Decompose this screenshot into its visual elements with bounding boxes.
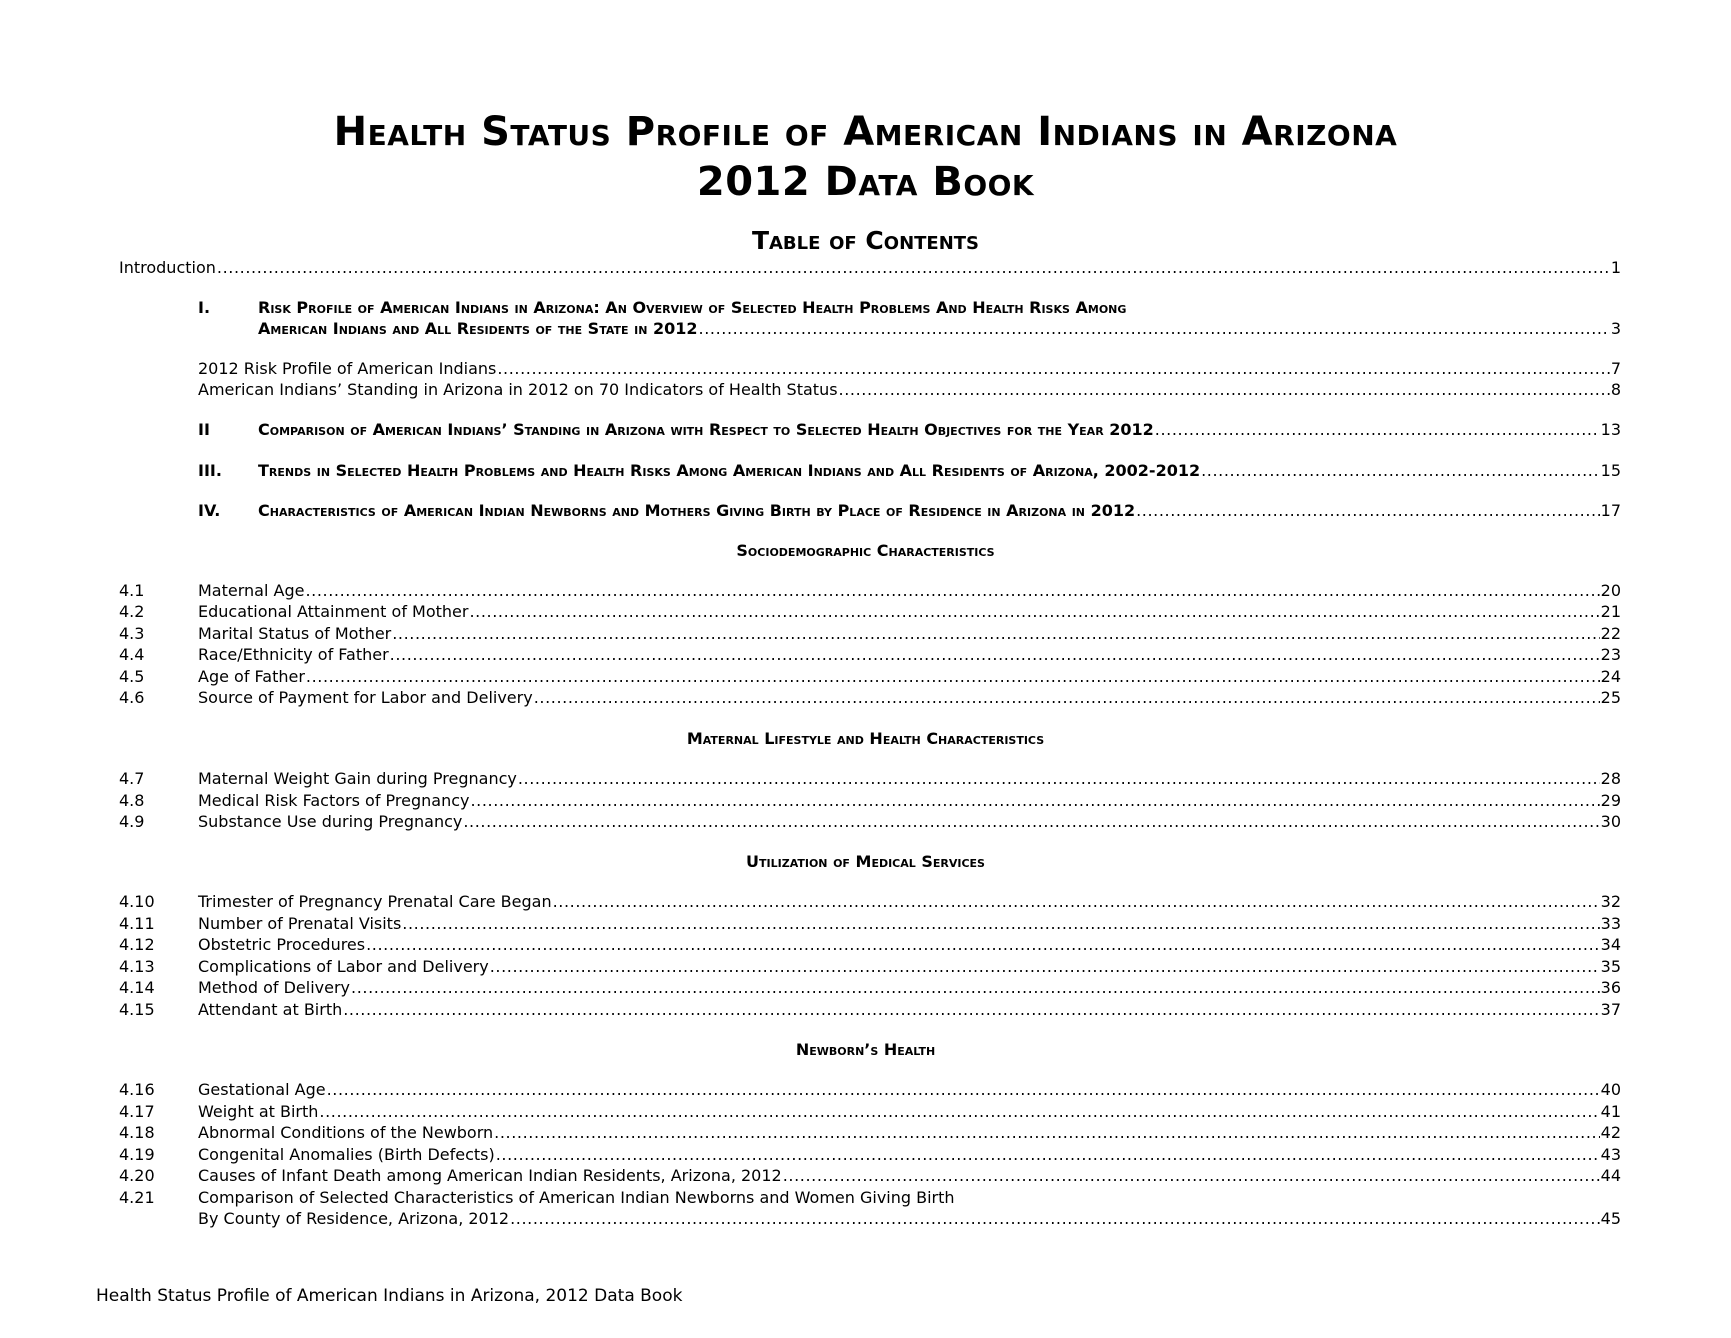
toc-entry-label: Weight at Birth [198,1102,319,1121]
toc-entry-label: American Indians and All Residents of the State in 2012 [258,319,698,338]
toc-entry-label: Obstetric Procedures [198,935,366,954]
dot-leader [463,811,1599,832]
toc-entry-label: Complications of Labor and Delivery [198,957,489,976]
toc-entry-label: Substance Use during Pregnancy [198,812,463,831]
toc-page-number: 41 [1600,1102,1621,1121]
toc-page-number: 30 [1600,812,1621,831]
toc-page-number: 13 [1600,420,1621,439]
toc-entry[interactable] [198,1208,1621,1229]
toc-page-number: 21 [1600,602,1621,621]
dot-leader [217,257,1610,278]
toc-page-number: 15 [1600,461,1621,480]
toc-page-number: 40 [1600,1080,1621,1099]
item-number: 4.1 [119,581,145,600]
toc-entry-label: Race/Ethnicity of Father [198,645,389,664]
item-number: 4.16 [119,1080,155,1099]
subsection-heading: Utilization of Medical Services [746,852,985,871]
item-number: 4.6 [119,688,145,707]
item-number: 4.17 [119,1102,155,1121]
toc-page-number: 32 [1600,892,1621,911]
item-number: 4.18 [119,1123,155,1142]
subsection-heading: Maternal Lifestyle and Health Characteristics [686,729,1045,748]
toc-entry-risk-profile[interactable] [198,358,1621,379]
dot-leader [305,580,1599,601]
toc-entry-introduction[interactable] [119,257,1621,278]
dot-leader [319,1101,1599,1122]
toc-entry-label: American Indians’ Standing in Arizona in 2012 on 70 Indicators of Health Status [198,380,838,399]
document-title: Health Status Profile of American Indians in Arizona [333,109,1398,155]
section-number: II [198,420,210,439]
toc-entry-section-4[interactable] [258,500,1621,521]
section-number: I. [198,298,211,317]
item-number: 4.19 [119,1145,155,1164]
toc-entry[interactable] [198,601,1621,622]
section-number: III. [198,461,222,480]
item-number: 4.20 [119,1166,155,1185]
item-number: 4.8 [119,791,145,810]
toc-page-number: 36 [1600,978,1621,997]
document-subtitle: 2012 Data Book [696,159,1035,205]
dot-leader [494,1122,1599,1143]
toc-entry-label: Source of Payment for Labor and Delivery [198,688,533,707]
toc-page-number: 8 [1610,380,1621,399]
toc-entry[interactable] [198,666,1621,687]
section-title-line: Risk Profile of American Indians in Arizona: An Overview of Selected Health Problems And Health Risks Among [258,298,1127,317]
dot-leader [402,913,1599,934]
toc-entry-label: Causes of Infant Death among American Indian Residents, Arizona, 2012 [198,1166,782,1185]
toc-entry[interactable] [198,1101,1621,1122]
subsection-heading: Sociodemographic Characteristics [736,541,995,560]
toc-entry[interactable] [198,913,1621,934]
dot-leader [1136,500,1600,521]
toc-entry[interactable] [198,644,1621,665]
dot-leader [497,358,1609,379]
toc-entry[interactable] [198,1144,1621,1165]
item-number: 4.15 [119,1000,155,1019]
toc-entry-label: Age of Father [198,667,305,686]
toc-entry[interactable] [198,768,1621,789]
toc-entry-label: Method of Delivery [198,978,351,997]
toc-entry[interactable] [198,790,1621,811]
item-number: 4.4 [119,645,145,664]
toc-entry[interactable] [198,687,1621,708]
toc-page-number: 17 [1600,501,1621,520]
toc-entry-label: Introduction [119,258,216,277]
toc-entry[interactable] [198,956,1621,977]
item-number: 4.5 [119,667,145,686]
toc-entry[interactable] [198,977,1621,998]
toc-entry[interactable] [198,580,1621,601]
dot-leader [490,956,1600,977]
toc-page-number: 45 [1600,1209,1621,1228]
dot-leader [534,687,1600,708]
item-number: 4.11 [119,914,155,933]
toc-entry-label: Gestational Age [198,1080,326,1099]
toc-page-number: 33 [1600,914,1621,933]
toc-entry-label: Attendant at Birth [198,1000,343,1019]
toc-entry-label: Comparison of American Indians’ Standing in Arizona with Respect to Selected Health Objectives for the Year 2012 [258,420,1154,439]
dot-leader [306,666,1600,687]
toc-page-number: 34 [1600,935,1621,954]
toc-entry-section-1[interactable] [258,318,1621,339]
item-number: 4.14 [119,978,155,997]
toc-page-number: 3 [1610,319,1621,338]
dot-leader [390,644,1600,665]
toc-entry-section-2[interactable] [258,419,1621,440]
toc-page-number: 23 [1600,645,1621,664]
toc-heading: Table of Contents [751,226,980,255]
toc-entry[interactable] [198,1122,1621,1143]
page-footer: Health Status Profile of American Indians in Arizona, 2012 Data Book [96,1286,683,1306]
item-number: 4.21 [119,1188,155,1207]
toc-page-number: 29 [1600,791,1621,810]
toc-entry[interactable] [198,999,1621,1020]
dot-leader [343,999,1599,1020]
item-number: 4.2 [119,602,145,621]
toc-entry-label: Characteristics of American Indian Newborns and Mothers Giving Birth by Place of Residence in Arizona in 2012 [258,501,1136,520]
toc-entry[interactable] [198,623,1621,644]
toc-entry-label: Abnormal Conditions of the Newborn [198,1123,494,1142]
toc-entry-label: By County of Residence, Arizona, 2012 [198,1209,510,1228]
toc-page-number: 1 [1610,258,1621,277]
dot-leader [351,977,1600,998]
item-number: 4.3 [119,624,145,643]
toc-entry-label: Trends in Selected Health Problems and Health Risks Among American Indians and All Residents of Arizona, 2002-2012 [258,461,1201,480]
item-number: 4.13 [119,957,155,976]
dot-leader [553,891,1600,912]
toc-entry-standing[interactable] [198,379,1621,400]
item-number: 4.9 [119,812,145,831]
dot-leader [469,601,1599,622]
toc-entry-label: Maternal Weight Gain during Pregnancy [198,769,517,788]
toc-entry-label: 2012 Risk Profile of American Indians [198,359,497,378]
dot-leader [699,318,1610,339]
section-number: IV. [198,501,221,520]
toc-entry-label: Congenital Anomalies (Birth Defects) [198,1145,495,1164]
dot-leader [839,379,1610,400]
toc-page-number: 28 [1600,769,1621,788]
toc-page-number: 22 [1600,624,1621,643]
toc-entry[interactable] [198,934,1621,955]
toc-entry-label: Number of Prenatal Visits [198,914,402,933]
toc-entry[interactable] [198,1079,1621,1100]
toc-page-number: 44 [1600,1166,1621,1185]
toc-entry-label: Maternal Age [198,581,305,600]
toc-page-number: 43 [1600,1145,1621,1164]
item-number: 4.12 [119,935,155,954]
item-number: 4.7 [119,769,145,788]
dot-leader [1155,419,1600,440]
toc-page-number: 35 [1600,957,1621,976]
toc-entry-label: Trimester of Pregnancy Prenatal Care Began [198,892,552,911]
toc-page-number: 42 [1600,1123,1621,1142]
dot-leader [470,790,1599,811]
toc-entry-section-3[interactable] [258,460,1621,481]
toc-entry-label: Medical Risk Factors of Pregnancy [198,791,470,810]
dot-leader [496,1144,1600,1165]
toc-entry[interactable] [198,891,1621,912]
toc-entry[interactable] [198,1165,1621,1186]
subsection-heading: Newborn’s Health [795,1040,936,1059]
dot-leader [518,768,1600,789]
toc-page-number: 24 [1600,667,1621,686]
toc-entry-label: Educational Attainment of Mother [198,602,469,621]
item-number: 4.10 [119,892,155,911]
toc-page-number: 20 [1600,581,1621,600]
dot-leader [783,1165,1600,1186]
toc-entry[interactable] [198,811,1621,832]
toc-entry-label-line: Comparison of Selected Characteristics of American Indian Newborns and Women Giving Birth [198,1188,955,1207]
dot-leader [1201,460,1600,481]
dot-leader [510,1208,1600,1229]
dot-leader [366,934,1600,955]
toc-page-number: 25 [1600,688,1621,707]
toc-entry-label: Marital Status of Mother [198,624,392,643]
toc-page-number: 37 [1600,1000,1621,1019]
dot-leader [327,1079,1600,1100]
dot-leader [392,623,1599,644]
toc-page-number: 7 [1610,359,1621,378]
